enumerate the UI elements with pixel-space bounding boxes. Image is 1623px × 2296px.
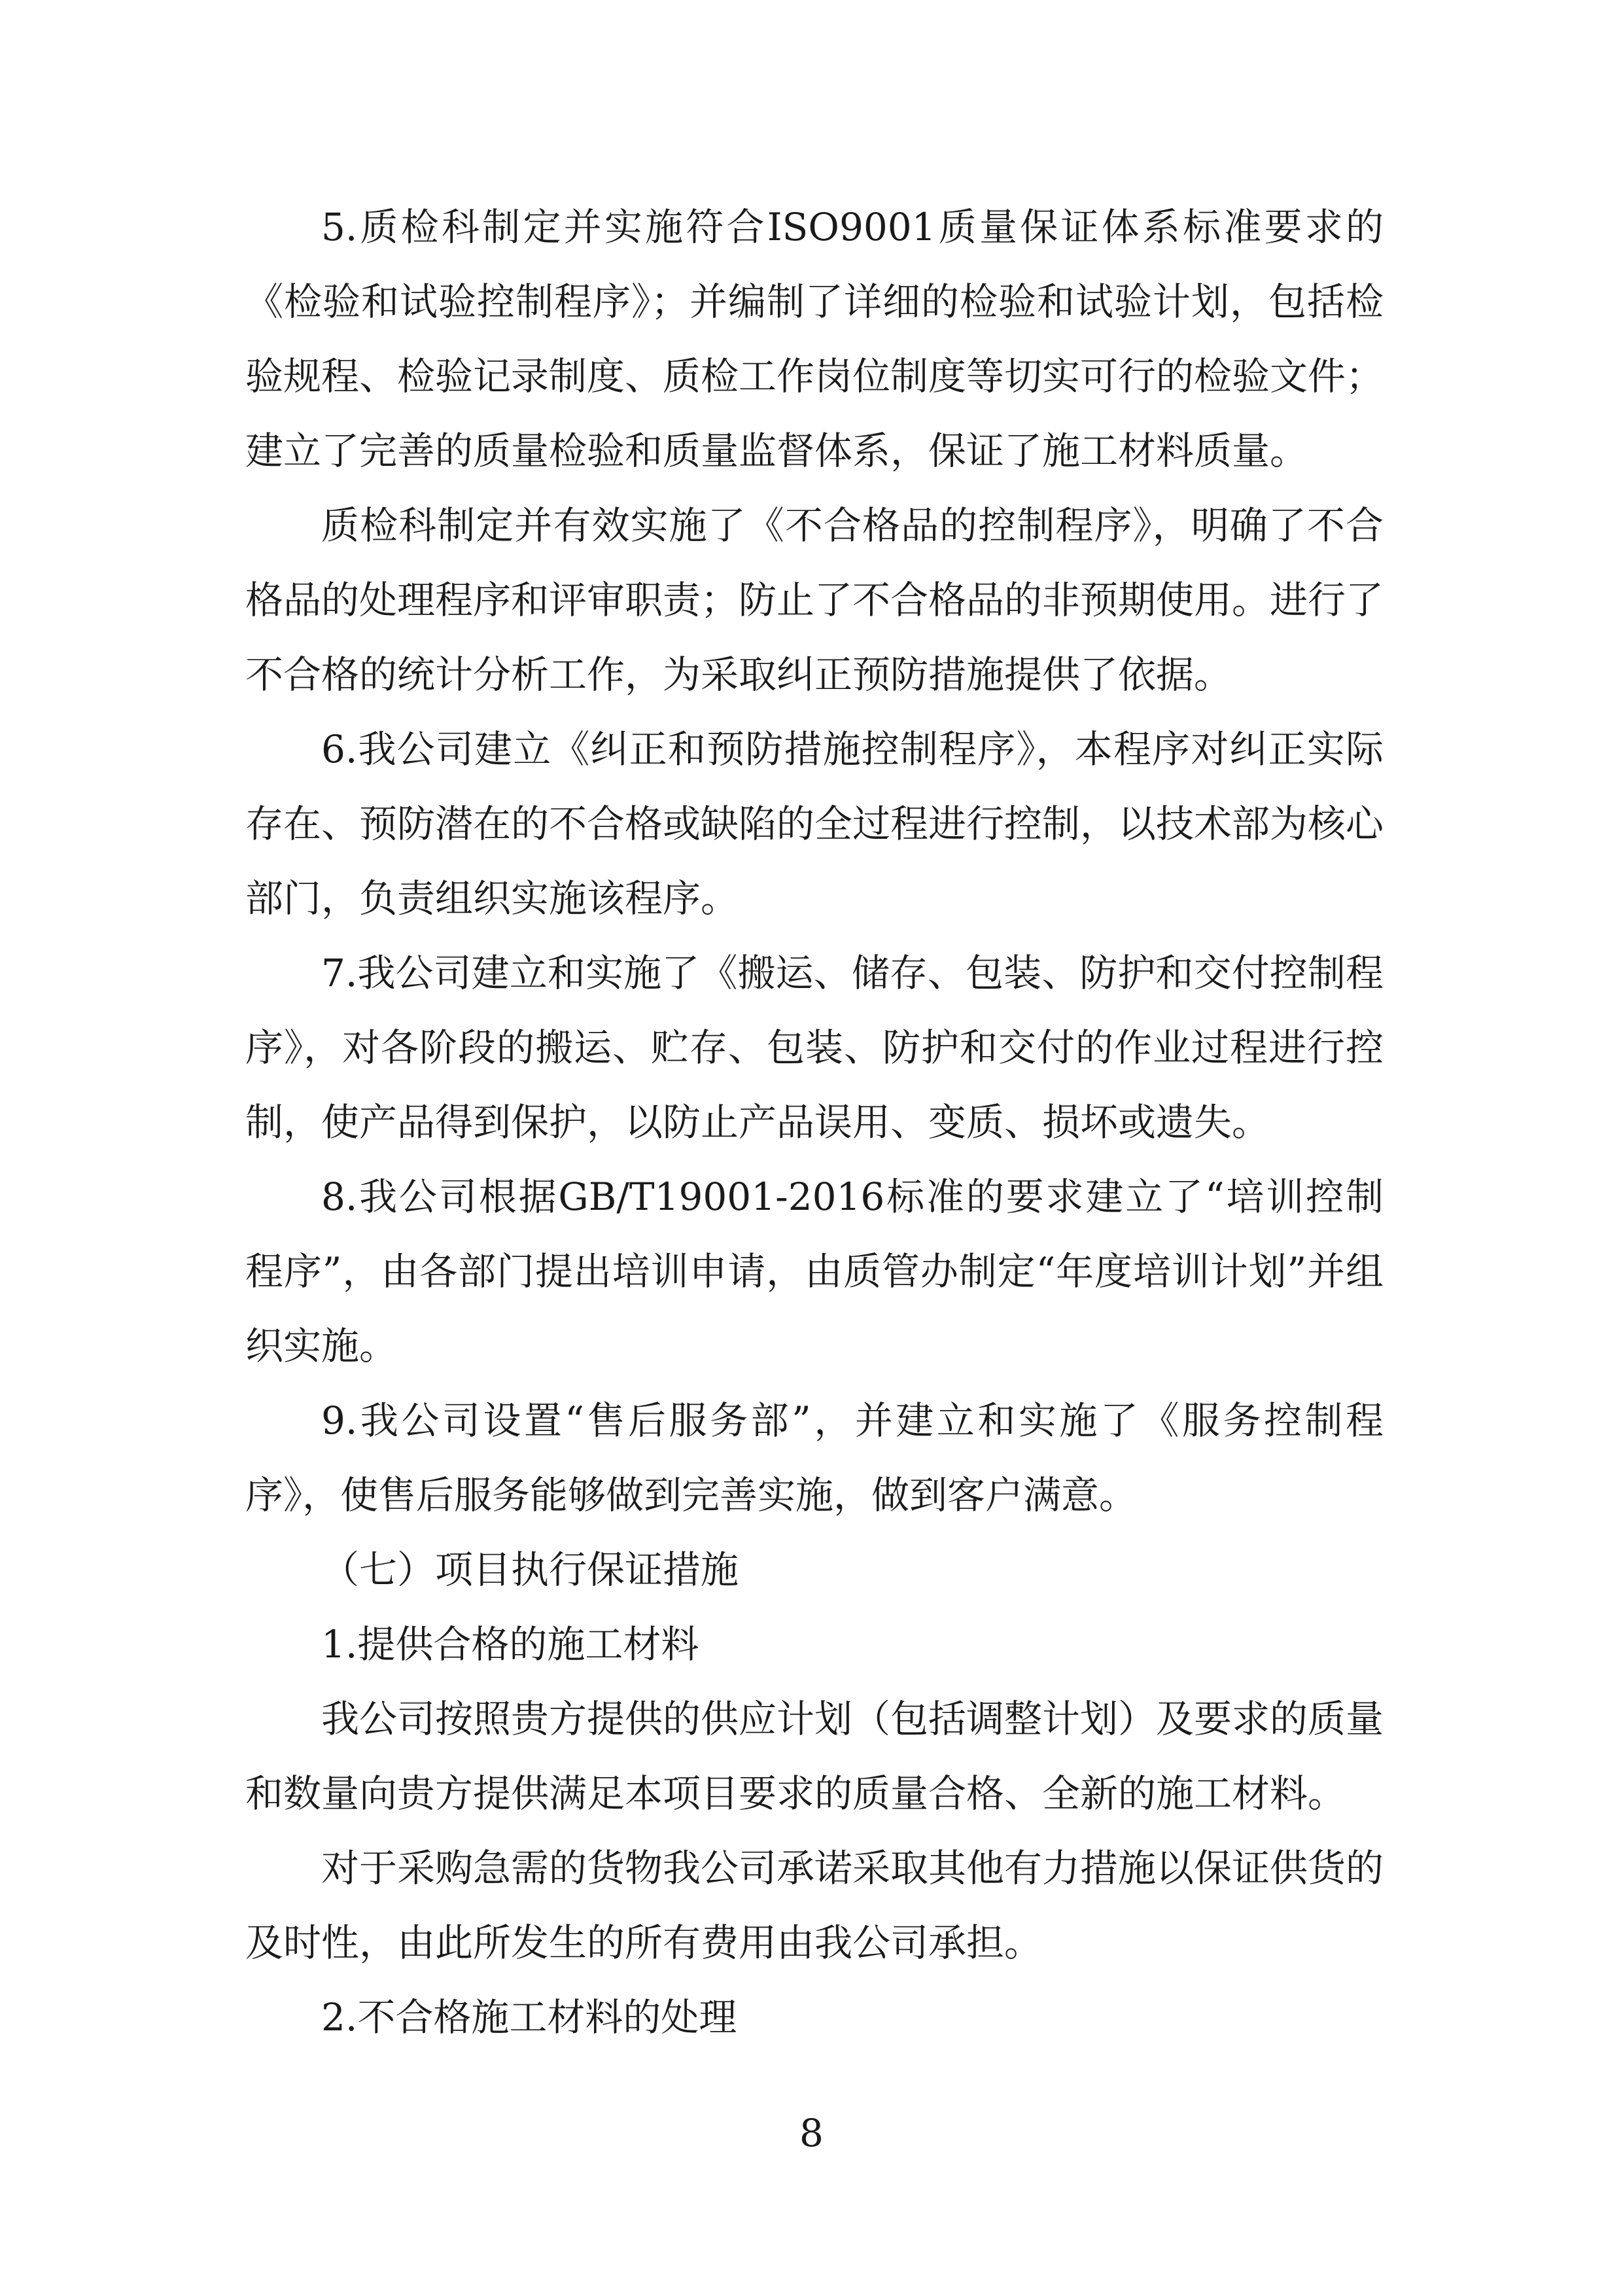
section-heading-project-execution: （七）项目执行保证措施 xyxy=(321,1547,739,1592)
paragraph-supply-plan: 我公司按照贵方提供的供应计划（包括调整计划）及要求的质量和数量向贵方提供满足本项目要求的质量合格、全新的施工材料。 xyxy=(245,1697,1384,1816)
paragraph-inspection-procedure: 5.质检科制定并实施符合ISO9001质量保证体系标准要求的《检验和试验控制程序》；并编制了详细的检验和试验计划，包括检验规程、检验记录制度、质检工作岗位制度等切实可行的检验文件；建立了完善的质量检验和质量监督体系，保证了施工材料质量。 xyxy=(245,205,1384,473)
paragraph-urgent-goods: 对于采购急需的货物我公司承诺采取其他有力措施以保证供货的及时性，由此所发生的所有费用由我公司承担。 xyxy=(245,1846,1384,1965)
subheading-qualified-materials: 1.提供合格的施工材料 xyxy=(321,1622,699,1667)
subheading-nonconforming-materials: 2.不合格施工材料的处理 xyxy=(321,1995,737,2040)
body-text xyxy=(245,190,1384,2055)
paragraph-nonconforming-control: 质检科制定并有效实施了《不合格品的控制程序》，明确了不合格品的处理程序和评审职责；防止了不合格品的非预期使用。进行了不合格的统计分析工作，为采取纠正预防措施提供了依据。 xyxy=(245,503,1384,697)
page-number: 8 xyxy=(799,2111,824,2155)
paragraph-after-sales: 9.我公司设置“售后服务部”，并建立和实施了《服务控制程序》，使售后服务能够做到完善实施，做到客户满意。 xyxy=(245,1398,1384,1517)
paragraph-training-control: 8.我公司根据GB/T19001-2016标准的要求建立了“培训控制程序”，由各部门提出培训申请，由质管办制定“年度培训计划”并组织实施。 xyxy=(245,1174,1384,1368)
paragraph-corrective-action: 6.我公司建立《纠正和预防措施控制程序》，本程序对纠正实际存在、预防潜在的不合格或缺陷的全过程进行控制，以技术部为核心部门，负责组织实施该程序。 xyxy=(245,727,1384,921)
paragraph-handling-storage: 7.我公司建立和实施了《搬运、储存、包装、防护和交付控制程序》，对各阶段的搬运、贮存、包装、防护和交付的作业过程进行控制，使产品得到保护，以防止产品误用、变质、损坏或遗失。 xyxy=(245,951,1384,1144)
